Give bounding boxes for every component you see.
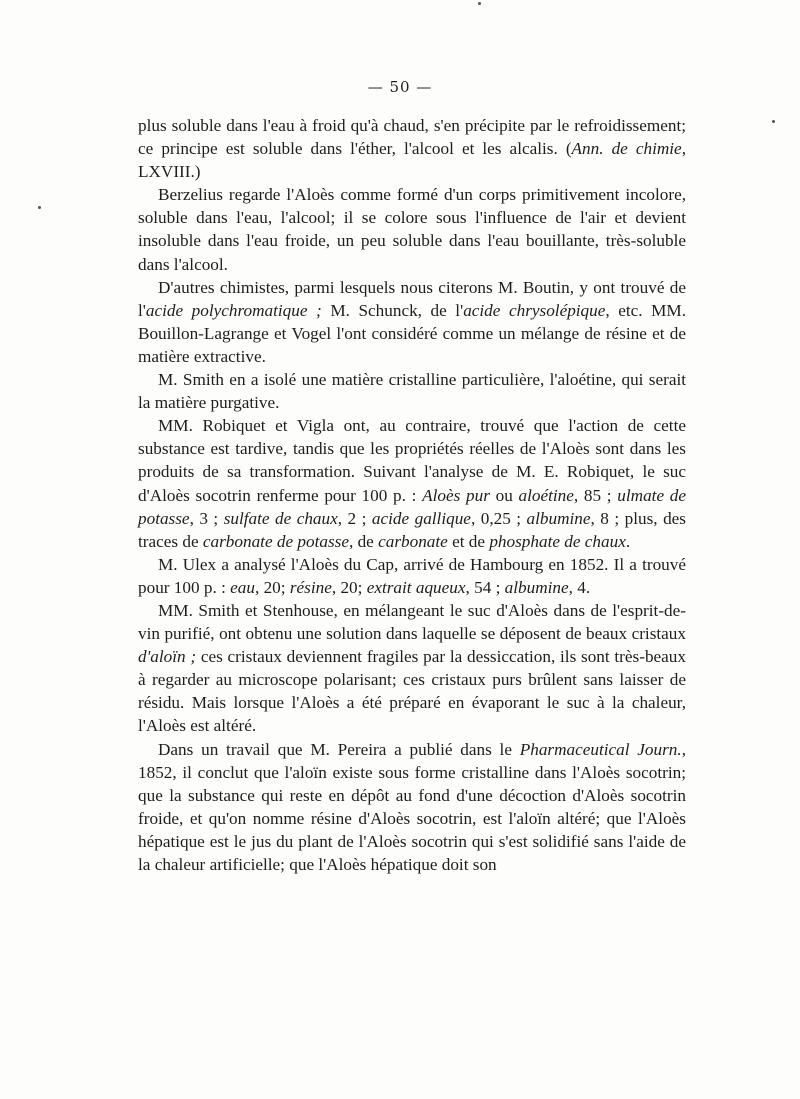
text-run: , de (348, 531, 379, 551)
text-run: Dans un travail que M. Pereira a publié dans le (158, 739, 520, 759)
text-run: M. Ulex a analysé l'Aloès du Cap, arrivé de Hambourg en 1852. Il a trouvé pour 100 p. : (138, 554, 686, 597)
italic-term: carbonate de potasse (202, 531, 349, 551)
text-run: ou (489, 485, 519, 505)
body-text (138, 114, 686, 876)
italic-term: Pharmaceutical Journ. (519, 739, 682, 759)
text-run: ces cristaux deviennent fragiles par la dessiccation, ils sont très-beaux à regarder au microscope polarisant; ces cristaux purs brûlent sans laisser de résidu. Mais lorsque l'Aloès a été préparé en évaporant le suc à la chaleur, l'Aloès est altéré. (138, 647, 686, 736)
italic-term: résine (289, 577, 332, 597)
print-speck (772, 120, 775, 123)
italic-term: carbonate (378, 531, 448, 551)
text-run: , 54 ; (465, 577, 505, 597)
italic-term: ulmate de potasse (138, 485, 687, 528)
text-run: , 20; (331, 577, 367, 597)
italic-term: acide gallique (371, 508, 471, 528)
text-run: plus soluble dans l'eau à froid qu'à chaud, s'en précipite par le refroidissement; ce principe est soluble dans l'éther, l'alcool et les alcalis. ( (138, 116, 686, 159)
text-run: M. Schunck, de l' (321, 300, 464, 320)
page-number: — 50 — (367, 78, 433, 96)
italic-term: Aloès pur (422, 485, 490, 505)
text-run: D'autres chimistes, parmi lesquels nous citerons M. Boutin, y ont trouvé de l' (138, 277, 686, 320)
text-run: MM. Robiquet et Vigla ont, au contraire, trouvé que l'action de cette substance est tardive, tandis que les propriétés réelles de l'Aloès sont dans les produits de sa transformation. Suivant l'analyse de M. E. Robiquet, le suc d'Aloès socotrin renferme pour 100 p. : (138, 416, 686, 505)
paragraph-berzelius (138, 183, 686, 275)
text-run: Berzelius regarde l'Aloès comme formé d'un corps primitivement incolore, soluble dans l'eau, l'alcool; il se colore sous l'influence de l'air et devient insoluble dans l'eau froide, un peu soluble dans l'eau bouillante, très-soluble dans l'alcool. (138, 185, 686, 274)
italic-term: sulfate de chaux (223, 508, 338, 528)
paragraph-smith (138, 368, 686, 414)
italic-term: eau (230, 577, 255, 597)
text-run: , 85 ; (573, 485, 618, 505)
text-run: . (625, 531, 631, 551)
text-run: M. Smith en a isolé une matière cristalline particulière, l'aloétine, qui serait la matière purgative. (138, 370, 686, 413)
text-run: , 3 ; (189, 508, 224, 528)
italic-term: albumine (504, 577, 569, 597)
text-run: et de (447, 531, 490, 551)
italic-term: Ann. de chimie (571, 139, 682, 159)
italic-term: extrait aqueux (366, 577, 466, 597)
text-run: , etc. MM. Bouillon-Lagrange et Vogel l'ont considéré comme un mélange de résine et de matière extractive. (138, 300, 686, 366)
paragraph-ulex (138, 553, 686, 599)
italic-term: acide chrysolépique (463, 300, 606, 320)
print-speck (38, 206, 41, 209)
italic-term: acide polychromatique ; (145, 300, 322, 320)
italic-term: albumine (526, 508, 591, 528)
text-run: , 1852, il conclut que l'aloïn existe sous forme cristalline dans l'Aloès socotrin; que la substance qui reste en dépôt au fond d'une décoction d'Aloès socotrin froide, et qu'on nomme résine d'Aloès socotrin, est l'aloïn altéré; que l'Aloès hépatique est le jus du plant de l'Aloès socotrin qui s'est solidifié sans l'aide de la chaleur artificielle; que l'Aloès hépatique doit son (138, 739, 686, 874)
text-run: , LXVIII.) (138, 139, 686, 182)
paragraph-robiquet (138, 414, 686, 553)
text-run: MM. Smith et Stenhouse, en mélangeant le suc d'Aloès dans de l'esprit-de-vin purifié, ont obtenu une solution dans laquelle se déposent de beaux cristaux (138, 600, 686, 644)
text-run: , 0,25 ; (470, 508, 527, 528)
text-run: , 4. (568, 577, 591, 597)
text-run: , 8 ; plus, des traces de (138, 508, 686, 551)
paragraph-stenhouse (138, 599, 686, 738)
text-run: , 20; (254, 577, 290, 597)
italic-term: phosphate de chaux (489, 531, 626, 551)
paragraph-pereira (138, 738, 686, 877)
italic-term: aloétine (518, 485, 574, 505)
italic-term: d'aloïn ; (138, 647, 197, 667)
paragraph-autres-chimistes (138, 276, 686, 368)
print-speck (478, 2, 481, 5)
text-run: , 2 ; (337, 508, 372, 528)
paragraph-continuation (138, 114, 686, 183)
